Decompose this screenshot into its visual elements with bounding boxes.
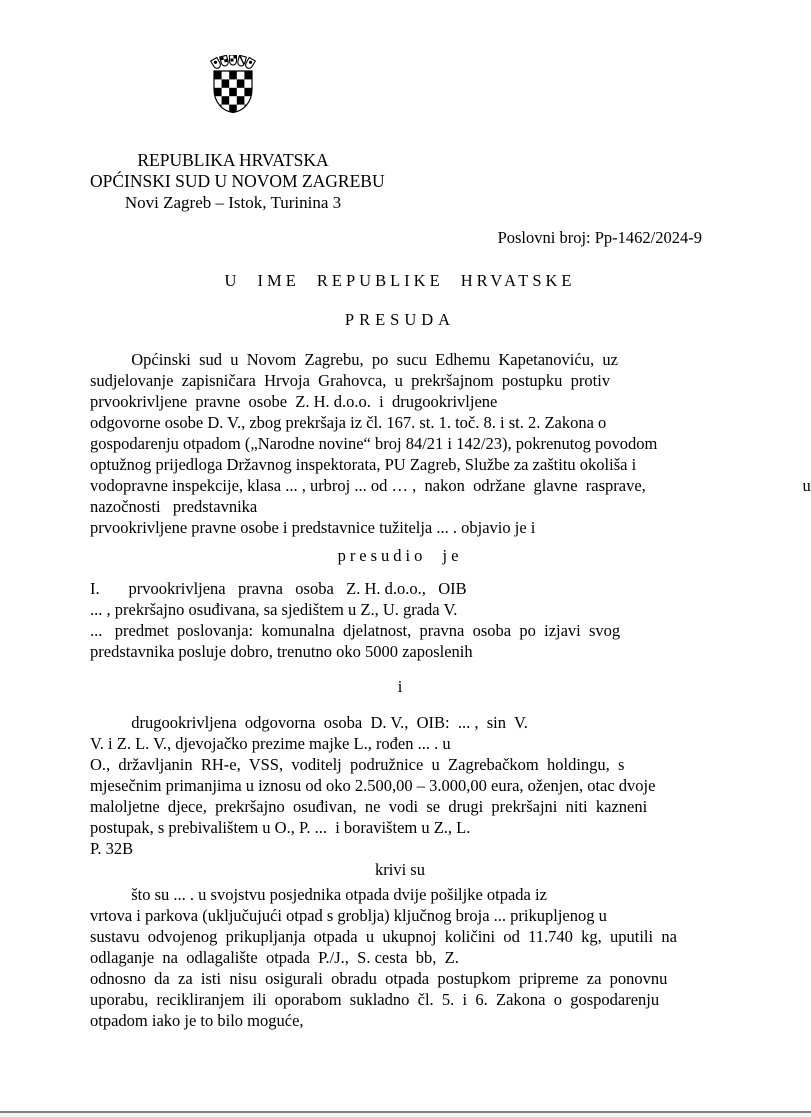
text-line: odnosno da za isti nisu osigurali obradu otpada postupkom pripreme za ponovnu — [90, 969, 668, 988]
verdict-heading: presudio je — [337, 546, 463, 565]
text-line: Općinski sud u Novom Zagrebu, po sucu Edhemu Kapetanoviću, uz — [90, 350, 618, 369]
intro-paragraph — [90, 349, 811, 538]
text-line: I. prvookrivljena pravna osoba Z. H. d.o.o., OIB — [90, 579, 467, 598]
text-line: drugookrivljena odgovorna osoba D. V., OIB: ... , sin V. — [90, 713, 528, 732]
text-line: ... , prekršajno osuđivana, sa sjedištem u Z., U. grada V. — [90, 600, 458, 619]
croatian-coat-of-arms-icon — [210, 55, 256, 113]
court-name: OPĆINSKI SUD U NOVOM ZAGREBU — [90, 171, 385, 191]
court-masthead — [90, 0, 385, 213]
text-line: optužnog prijedloga Državnog inspektorata, PU Zagreb, Službe za zaštitu okoliša i — [90, 455, 637, 474]
text-line: V. i Z. L. V., djevojačko prezime majke L., rođen ... . u — [90, 734, 451, 753]
text-line: nazočnosti predstavnika — [90, 497, 258, 516]
text-line: vodopravne inspekcije, klasa ... , urbroj ... od … , nakon održane glavne rasprave, u — [90, 476, 811, 495]
offense-description-paragraph — [90, 884, 710, 1031]
text-line: uporabu, recikliranjem ili oporabom sukladno čl. 5. i 6. Zakona o gospodarenju — [90, 990, 660, 1009]
court-address: Novi Zagreb – Istok, Turinina 3 — [124, 193, 342, 212]
text-line: O., državljanin RH-e, VSS, voditelj podružnice u Zagrebačkom holdingu, s — [90, 755, 625, 774]
text-line: otpadom iako je to bilo moguće, — [90, 1011, 304, 1030]
text-line: sudjelovanje zapisničara Hrvoja Grahovca, u prekršajnom postupku protiv — [90, 371, 611, 390]
guilt-heading: krivi su — [375, 860, 425, 879]
text-line: predstavnika posluje dobro, trenutno oko 5000 zaposlenih — [90, 642, 473, 661]
document-body — [90, 0, 811, 1031]
in-the-name-heading: U IME REPUBLIKE HRVATSKE — [224, 271, 576, 290]
text-line: gospodarenju otpadom („Narodne novine“ broj 84/21 i 142/23), pokrenutog povodom — [90, 434, 658, 453]
horizontal-scrollbar-track[interactable] — [0, 1111, 811, 1117]
country-name: REPUBLIKA HRVATSKA — [137, 150, 329, 170]
coat-of-arms-container — [90, 55, 376, 113]
text-line: odgovorne osobe D. V., zbog prekršaja iz čl. 167. st. 1. toč. 8. i st. 2. Zakona o — [90, 413, 607, 432]
text-line: prvookrivljene pravne osobe i predstavnice tužitelja ... . objavio je i — [90, 518, 536, 537]
text-line: postupak, s prebivalištem u O., P. ... i boravištem u Z., L. — [90, 818, 471, 837]
text-line: P. 32B — [90, 839, 134, 858]
text-line: odlaganje na odlagalište otpada P./J., S. cesta bb, Z. — [90, 948, 459, 967]
text-line: što su ... . u svojstvu posjednika otpada dvije pošiljke otpada iz — [90, 885, 547, 904]
text-line: mjesečnim primanjima u iznosu od oko 2.500,00 – 3.000,00 eura, oženjen, otac dvoje — [90, 776, 656, 795]
text-line: maloljetne djece, prekršajno osuđivan, ne vodi se drugi prekršajni niti kazneni — [90, 797, 648, 816]
text-line: sustavu odvojenog prikupljanja otpada u ukupnoj količini od 11.740 kg, uputili na — [90, 927, 677, 946]
conjunction-text: i — [397, 677, 403, 696]
text-line: vrtova i parkova (uključujući otpad s groblja) ključnog broja ... prikupljenog u — [90, 906, 607, 925]
text-line: prvookrivljene pravne osobe Z. H. d.o.o. i drugookrivljene — [90, 392, 498, 411]
second-defendant-paragraph — [90, 712, 710, 859]
first-defendant-paragraph — [90, 578, 710, 662]
judgment-heading: PRESUDA — [344, 310, 456, 329]
case-number: Poslovni broj: Pp-1462/2024-9 — [497, 228, 702, 247]
text-line: ... predmet poslovanja: komunalna djelatnost, pravna osoba po izjavi svog — [90, 621, 621, 640]
